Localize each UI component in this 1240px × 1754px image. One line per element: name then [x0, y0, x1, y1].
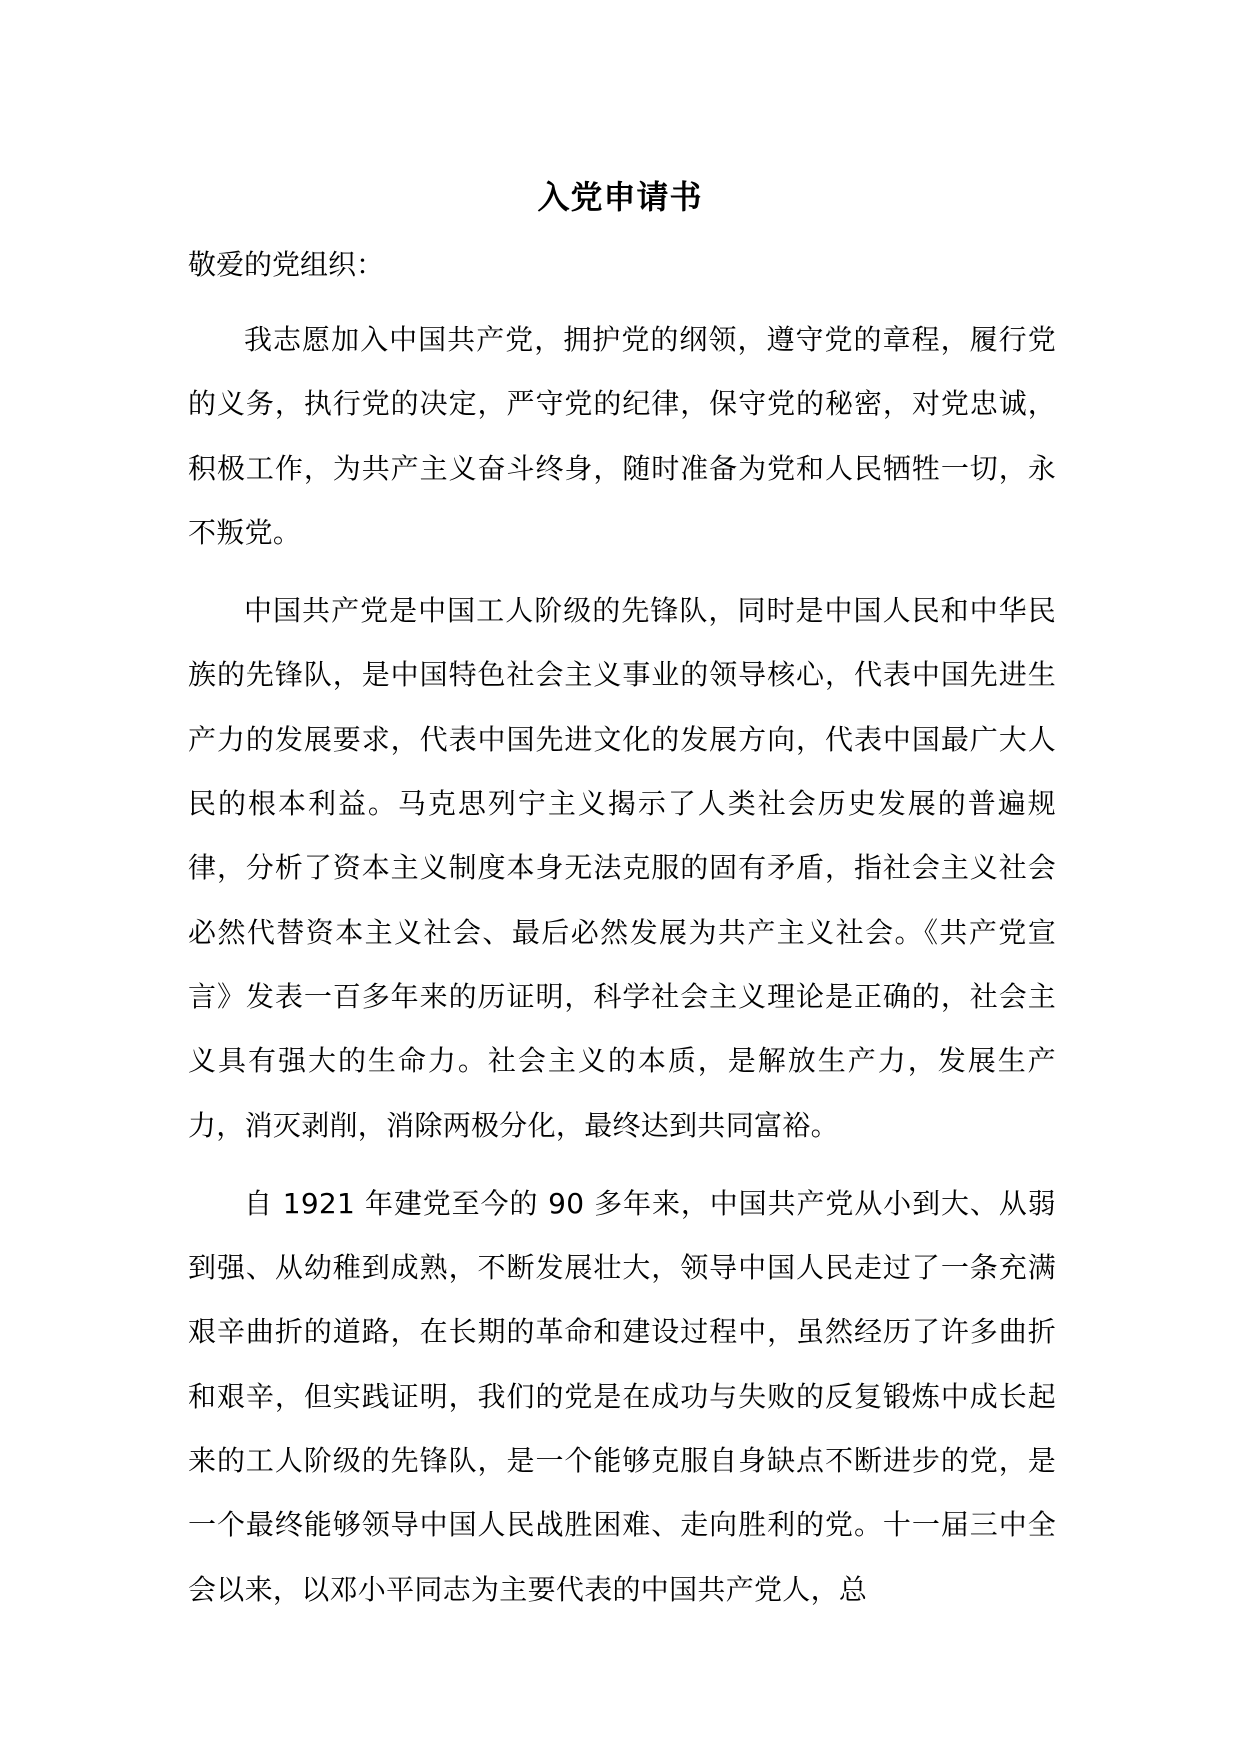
body-text [188, 308, 1056, 1636]
paragraph-3: 自 1921 年建党至今的 90 多年来，中国共产党从小到大、从弱到强、从幼稚到成熟，不断发展壮大，领导中国人民走过了一条充满艰辛曲折的道路，在长期的革命和建设过程中，虽然经历了许多曲折和艰辛，但实践证明，我们的党是在成功与失败的反复锻炼中成长起来的工人阶级的先锋队，是一个能够克服自身缺点不断进步的党，是一个最终能够领导中国人民战胜困难、走向胜利的党。十一届三中全会以来，以邓小平同志为主要代表的中国共产党人，总 [188, 1186, 1056, 1606]
paragraph-1: 我志愿加入中国共产党，拥护党的纲领，遵守党的章程，履行党的义务，执行党的决定，严守党的纪律，保守党的秘密，对党忠诚，积极工作，为共产主义奋斗终身，随时准备为党和人民牺牲一切，永不叛党。 [188, 323, 1056, 549]
salutation: 敬爱的党组织： [188, 248, 385, 281]
document-title: 入党申请书 [537, 178, 703, 216]
paragraph-2: 中国共产党是中国工人阶级的先锋队，同时是中国人民和中华民族的先锋队，是中国特色社会主义事业的领导核心，代表中国先进生产力的发展要求，代表中国先进文化的发展方向，代表中国最广大人民的根本利益。马克思列宁主义揭示了人类社会历史发展的普遍规律，分析了资本主义制度本身无法克服的固有矛盾，指社会主义社会必然代替资本主义社会、最后必然发展为共产主义社会。《共产党宣言》发表一百多年来的历证明，科学社会主义理论是正确的，社会主义具有强大的生命力。社会主义的本质，是解放生产力，发展生产力，消灭剥削，消除两极分化，最终达到共同富裕。 [188, 594, 1056, 1142]
